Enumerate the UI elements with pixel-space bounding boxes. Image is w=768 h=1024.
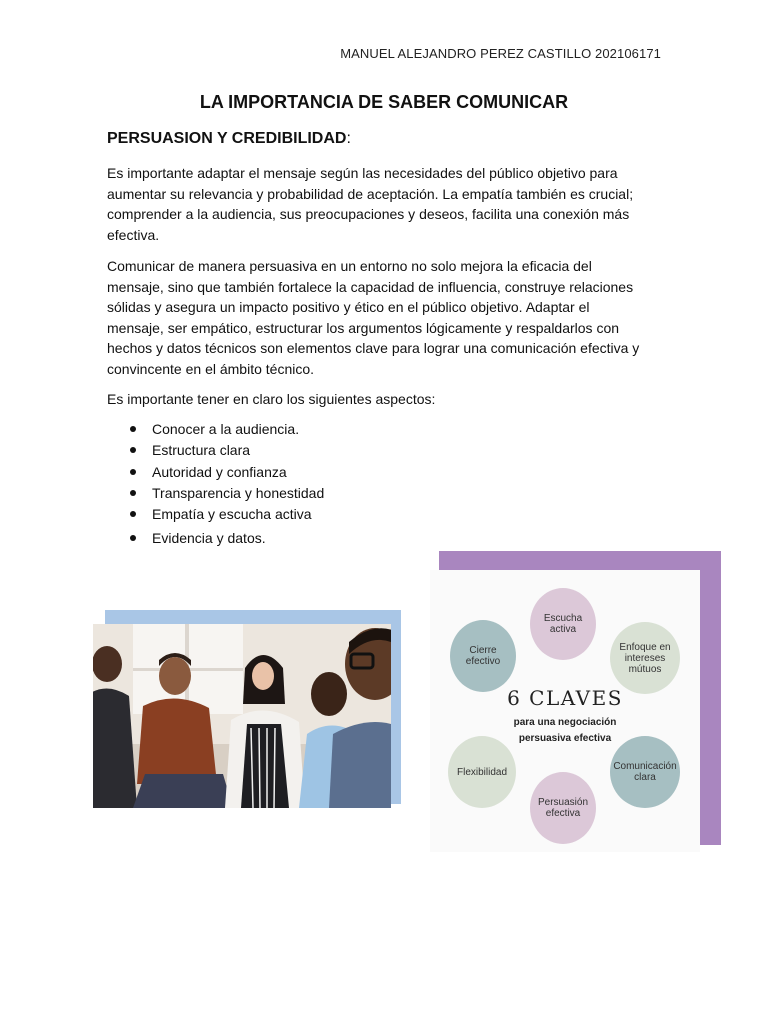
infographic-6-claves — [430, 570, 700, 852]
group-meeting-illustration — [93, 624, 391, 808]
section-heading-colon: : — [346, 130, 351, 147]
paragraph-3: Es importante tener en claro los siguientes aspectos: — [107, 391, 436, 407]
subtitle-line: persuasiva efectiva — [518, 733, 612, 744]
key-label: activa — [549, 624, 577, 635]
key-label: intereses — [624, 652, 666, 664]
list-item: Conocer a la audiencia. — [107, 419, 324, 440]
key-escucha-activa — [530, 588, 596, 660]
subtitle-line: para una negociación — [513, 717, 617, 728]
key-persuasion-efectiva — [530, 772, 596, 844]
key-label: efectivo — [465, 656, 501, 667]
key-label: Persuasión — [537, 797, 589, 808]
paragraph-2: Comunicar de manera persuasiva en un entorno no solo mejora la eficacia del mensaje, sino que también fortalece la capacidad de influencia, construye relaciones sólidas y asegura un impacto positivo y ético en el público objetivo. Adaptar el mensaje, ser empático, estructurar los argumentos lógicamente y respaldarlos con hechos y datos técnicos son elementos clave para lograr una comunicación efectiva y convincente en el ámbito técnico. — [107, 258, 640, 377]
key-label: efectiva — [545, 808, 581, 819]
paragraph-1: Es importante adaptar el mensaje según las necesidades del público objetivo para aumentar su relevancia y probabilidad de aceptación. La empatía también es crucial; comprender a la audiencia, sus preocupaciones y deseos, facilita una conexión más efectiva. — [107, 165, 634, 243]
key-label: Cierre — [469, 645, 497, 656]
key-label: Escucha — [543, 613, 583, 624]
section-heading — [107, 130, 351, 148]
author-header: MANUEL ALEJANDRO PEREZ CASTILLO 202106171 — [340, 46, 661, 61]
key-cierre-efectivo — [450, 620, 516, 692]
key-label: clara — [634, 772, 656, 783]
key-label: Comunicación — [613, 761, 677, 772]
infographic-title: 6 CLAVES — [507, 686, 623, 710]
key-label: mútuos — [628, 663, 662, 675]
list-item: Evidencia y datos. — [107, 528, 324, 549]
key-comunicacion-clara — [610, 736, 680, 808]
list-item: Estructura clara — [107, 440, 324, 461]
group-meeting-photo — [93, 624, 391, 808]
key-enfoque-intereses — [610, 622, 680, 694]
key-label: Flexibilidad — [456, 766, 508, 778]
aspects-list — [107, 419, 324, 550]
key-label: Enfoque en — [619, 641, 671, 653]
section-heading-text: PERSUASION Y CREDIBILIDAD — [107, 130, 347, 147]
document-title: LA IMPORTANCIA DE SABER COMUNICAR — [199, 92, 569, 112]
list-item: Autoridad y confianza — [107, 462, 324, 483]
list-item: Empatía y escucha activa — [107, 504, 324, 525]
list-item: Transparencia y honestidad — [107, 483, 324, 504]
key-flexibilidad — [448, 736, 516, 808]
